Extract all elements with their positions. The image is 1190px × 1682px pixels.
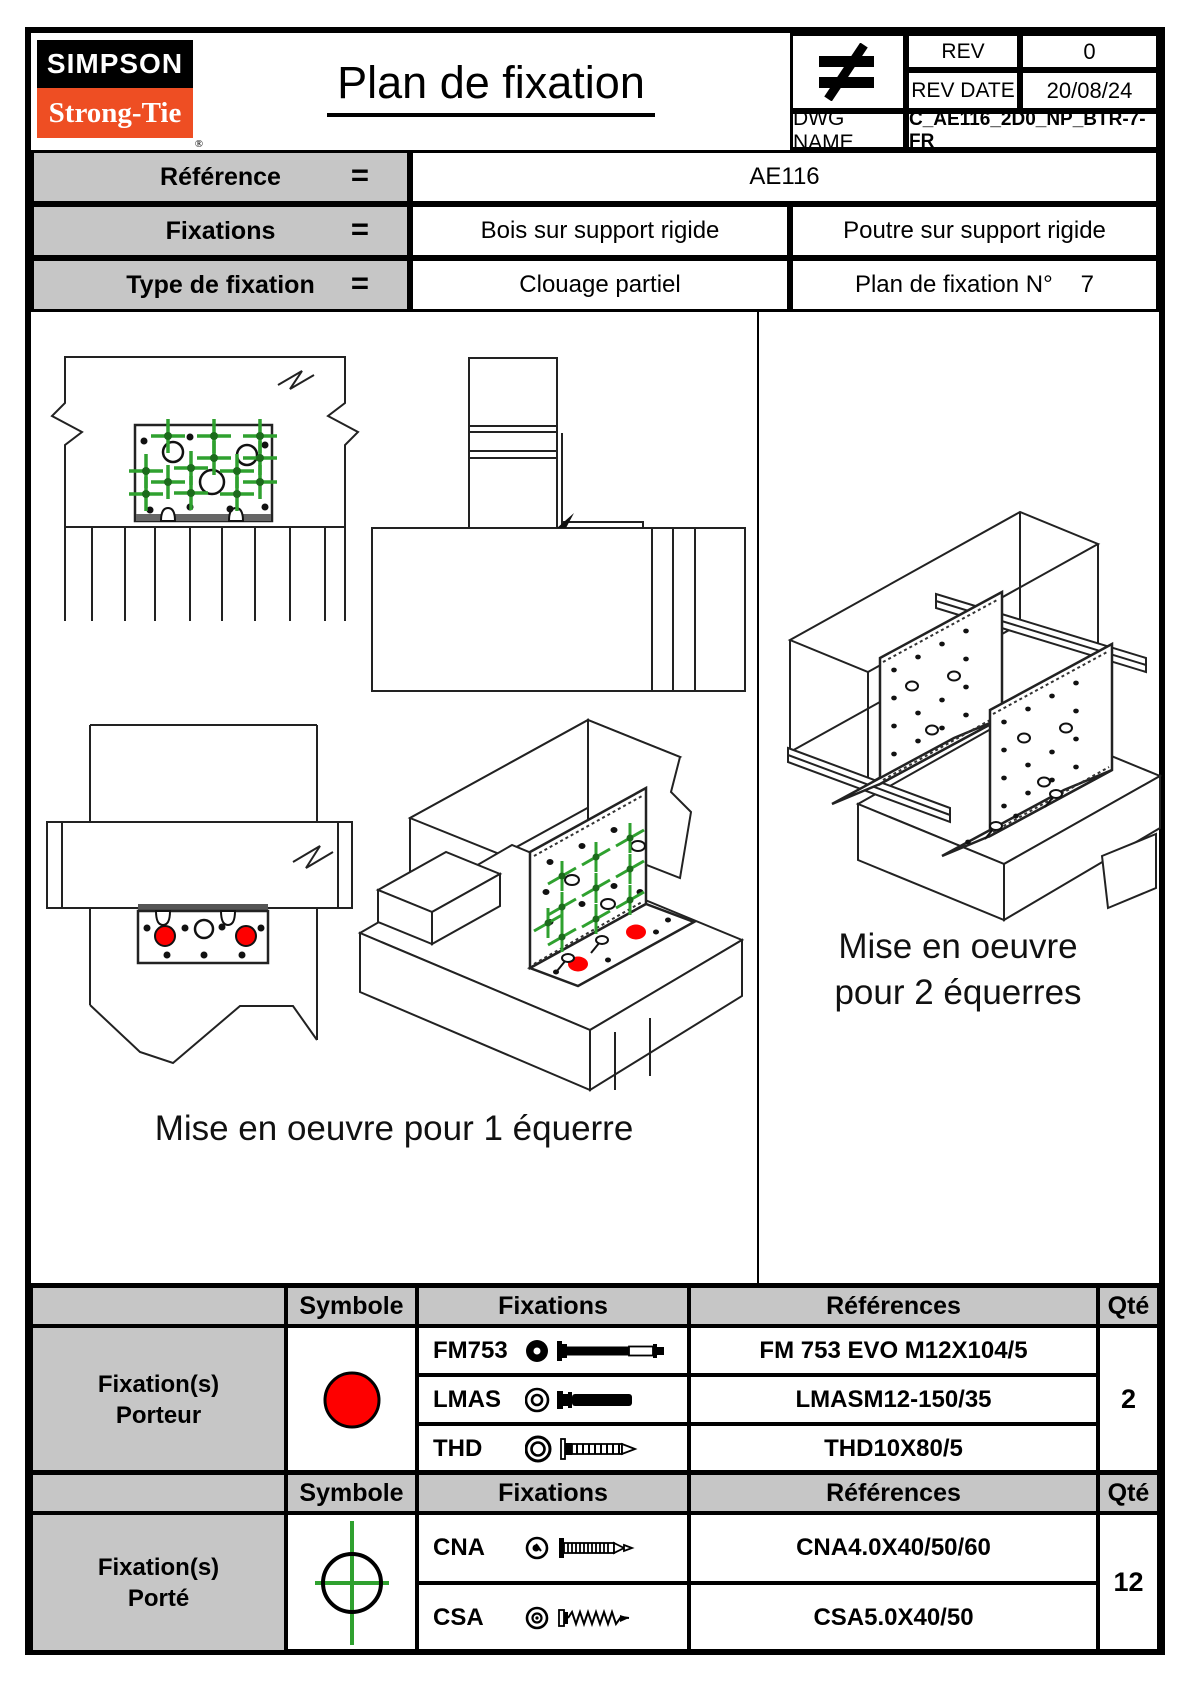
fixation-row-lmas: LMAS <box>417 1375 689 1424</box>
isometric-one-bracket-drawing <box>350 680 755 1092</box>
reference-fm753: FM 753 EVO M12X104/5 <box>689 1326 1098 1375</box>
porte-row-label-cell: Fixation(s) Porté <box>31 1513 286 1652</box>
equals-sign: = <box>350 157 369 193</box>
logo-simpson-text: SIMPSON <box>37 40 193 88</box>
reference-thd: THD10X80/5 <box>689 1424 1098 1473</box>
info-row-reference-label-cell <box>31 150 410 204</box>
registered-mark: ® <box>194 138 203 150</box>
csa-head-icon <box>525 1600 675 1636</box>
col-qte-header: Qté <box>1098 1473 1159 1513</box>
plan-number-value: 7 <box>1080 271 1095 298</box>
col-references-header: Références <box>689 1473 1098 1513</box>
rev-date-value: 20/08/24 <box>1020 70 1159 111</box>
col-fixations-header: Fixations <box>417 1473 689 1513</box>
fixation-row-thd: THD <box>417 1424 689 1473</box>
porteur-empty-header-cell <box>31 1286 286 1326</box>
title-block-header <box>31 33 1159 153</box>
equals-sign: = <box>350 265 369 301</box>
red-filled-circle-icon <box>317 1365 387 1435</box>
reference-info-table <box>31 150 1159 312</box>
col-symbole-header: Symbole <box>286 1286 417 1326</box>
type-value-left: Clouage partiel <box>410 258 790 312</box>
rev-date-label: REV DATE <box>906 70 1020 111</box>
porte-empty-header-cell <box>31 1473 286 1513</box>
fixation-row-fm753: FM753 <box>417 1326 689 1375</box>
info-row-type-label-cell <box>31 258 410 312</box>
plan-number-cell <box>790 258 1159 312</box>
porte-symbol-cell <box>286 1513 417 1652</box>
rev-label: REV <box>906 33 1020 70</box>
fixations-label: Fixations <box>165 216 276 245</box>
porteur-symbol-cell <box>286 1326 417 1473</box>
side-view-drawing <box>360 325 760 715</box>
dwg-name-label: DWG NAME <box>790 111 906 150</box>
page-title: Plan de fixation <box>211 57 771 117</box>
reference-value: AE116 <box>410 150 1159 204</box>
not-equal-projection-icon <box>815 43 881 101</box>
equals-sign: = <box>350 211 369 247</box>
porteur-row-label-cell: Fixation(s) Porteur <box>31 1326 286 1473</box>
col-references-header: Références <box>689 1286 1098 1326</box>
info-row-fixations-label-cell <box>31 204 410 258</box>
projection-symbol-cell <box>790 33 906 111</box>
green-crosshair-circle-icon <box>309 1517 395 1649</box>
drawing-area <box>31 312 1159 1285</box>
simpson-strongtie-logo <box>37 40 203 150</box>
porte-qty-cell: 12 <box>1098 1513 1159 1652</box>
plan-number-label: Plan de fixation N° <box>854 271 1053 298</box>
thd-washer-icon <box>525 1431 675 1467</box>
col-symbole-header: Symbole <box>286 1473 417 1513</box>
reference-csa: CSA5.0X40/50 <box>689 1583 1098 1652</box>
porteur-anchor-dot <box>155 926 175 946</box>
fm753-head-icon <box>525 1333 675 1369</box>
reference-lmas: LMASM12-150/35 <box>689 1375 1098 1424</box>
fixations-porteur-table <box>31 1283 1159 1473</box>
logo-strongtie-text: Strong-Tie ® <box>37 88 193 138</box>
porteur-qty-cell: 2 <box>1098 1326 1159 1473</box>
rev-value: 0 <box>1020 33 1159 70</box>
dwg-name-value: C_AE116_2D0_NP_BTR-7-FR <box>906 111 1159 150</box>
porteur-anchor-dot <box>626 925 646 940</box>
col-fixations-header: Fixations <box>417 1286 689 1326</box>
caption-one-bracket: Mise en oeuvre pour 1 équerre <box>154 1109 634 1148</box>
fixation-row-csa: CSA <box>417 1583 689 1652</box>
caption-two-brackets: Mise en oeuvre pour 2 équerres <box>834 927 1082 1012</box>
reference-label: Référence <box>160 162 281 191</box>
fixations-value-right: Poutre sur support rigide <box>790 204 1159 258</box>
plan-view-anchor-drawing <box>40 680 360 1080</box>
reference-cna: CNA4.0X40/50/60 <box>689 1513 1098 1583</box>
lmas-washer-icon <box>525 1382 675 1418</box>
fixations-porte-table <box>31 1470 1159 1652</box>
type-de-fixation-label: Type de fixation <box>126 270 315 299</box>
porteur-anchor-dot <box>236 926 256 946</box>
col-qte-header: Qté <box>1098 1286 1159 1326</box>
isometric-two-brackets-drawing <box>762 490 1162 940</box>
cna-head-icon <box>525 1530 675 1566</box>
fixations-value-left: Bois sur support rigide <box>410 204 790 258</box>
fixation-row-cna: CNA <box>417 1513 689 1583</box>
elevation-view-nailing-drawing <box>40 325 360 625</box>
